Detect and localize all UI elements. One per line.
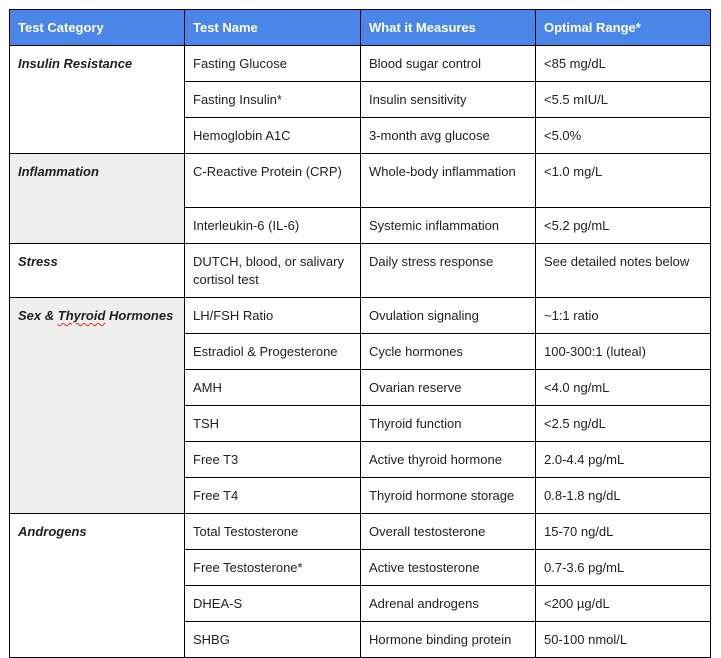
category-sex-thyroid-hormones (10, 298, 185, 514)
cell-measures: Thyroid hormone storage (361, 478, 536, 514)
cell-test-name: C-Reactive Protein (CRP) (185, 154, 361, 208)
cell-measures: Active thyroid hormone (361, 442, 536, 478)
cell-test-name: SHBG (185, 622, 361, 658)
cell-test-name: LH/FSH Ratio (185, 298, 361, 334)
cell-test-name: Interleukin-6 (IL-6) (185, 208, 361, 244)
cell-test-name: Estradiol & Progesterone (185, 334, 361, 370)
cell-range: ~1:1 ratio (536, 298, 711, 334)
cell-test-name: AMH (185, 370, 361, 406)
cell-measures: Thyroid function (361, 406, 536, 442)
cell-test-name: Hemoglobin A1C (185, 118, 361, 154)
cell-measures: Insulin sensitivity (361, 82, 536, 118)
table-row (10, 46, 711, 82)
cell-measures: Overall testosterone (361, 514, 536, 550)
category-inflammation: Inflammation (10, 154, 185, 244)
category-stress: Stress (10, 244, 185, 298)
header-test-name: Test Name (185, 10, 361, 46)
cell-range: 50-100 nmol/L (536, 622, 711, 658)
category-androgens: Androgens (10, 514, 185, 658)
cell-test-name: TSH (185, 406, 361, 442)
header-optimal-range: Optimal Range* (536, 10, 711, 46)
table-row (10, 154, 711, 208)
cell-range: 15-70 ng/dL (536, 514, 711, 550)
category-insulin-resistance: Insulin Resistance (10, 46, 185, 154)
cell-test-name: Fasting Insulin* (185, 82, 361, 118)
cell-measures: Systemic inflammation (361, 208, 536, 244)
cell-measures: Cycle hormones (361, 334, 536, 370)
cell-range: <200 µg/dL (536, 586, 711, 622)
spellcheck-flagged-word[interactable]: Thyroid (57, 308, 106, 323)
cell-range: <1.0 mg/L (536, 154, 711, 208)
cell-measures: Ovulation signaling (361, 298, 536, 334)
cell-test-name: DUTCH, blood, or salivary cortisol test (185, 244, 361, 298)
cell-measures: Daily stress response (361, 244, 536, 298)
cell-range: <85 mg/dL (536, 46, 711, 82)
cell-test-name: Free T4 (185, 478, 361, 514)
cell-range: <4.0 ng/mL (536, 370, 711, 406)
cell-measures: 3-month avg glucose (361, 118, 536, 154)
cell-range: <5.2 pg/mL (536, 208, 711, 244)
cell-test-name: Free Testosterone* (185, 550, 361, 586)
cell-test-name: DHEA-S (185, 586, 361, 622)
table-row (10, 298, 711, 334)
cell-measures: Active testosterone (361, 550, 536, 586)
document-canvas (9, 9, 711, 658)
cell-measures: Blood sugar control (361, 46, 536, 82)
cell-test-name: Fasting Glucose (185, 46, 361, 82)
cell-range: See detailed notes below (536, 244, 711, 298)
header-test-category: Test Category (10, 10, 185, 46)
table-header-row (10, 10, 711, 46)
table-row (10, 244, 711, 298)
cell-measures: Adrenal androgens (361, 586, 536, 622)
cell-measures: Ovarian reserve (361, 370, 536, 406)
cell-measures: Whole-body inflammation (361, 154, 536, 208)
category-suffix: Hormones (105, 308, 174, 323)
cell-range: <2.5 ng/dL (536, 406, 711, 442)
cell-range: <5.5 mIU/L (536, 82, 711, 118)
cell-range: 0.7-3.6 pg/mL (536, 550, 711, 586)
cell-range: 0.8-1.8 ng/dL (536, 478, 711, 514)
category-prefix: Sex & (18, 308, 58, 323)
cell-range: 100-300:1 (luteal) (536, 334, 711, 370)
header-what-it-measures: What it Measures (361, 10, 536, 46)
cell-measures: Hormone binding protein (361, 622, 536, 658)
table-row (10, 514, 711, 550)
cell-range: <5.0% (536, 118, 711, 154)
cell-test-name: Total Testosterone (185, 514, 361, 550)
lab-tests-table (9, 9, 711, 658)
cell-test-name: Free T3 (185, 442, 361, 478)
cell-range: 2.0-4.4 pg/mL (536, 442, 711, 478)
